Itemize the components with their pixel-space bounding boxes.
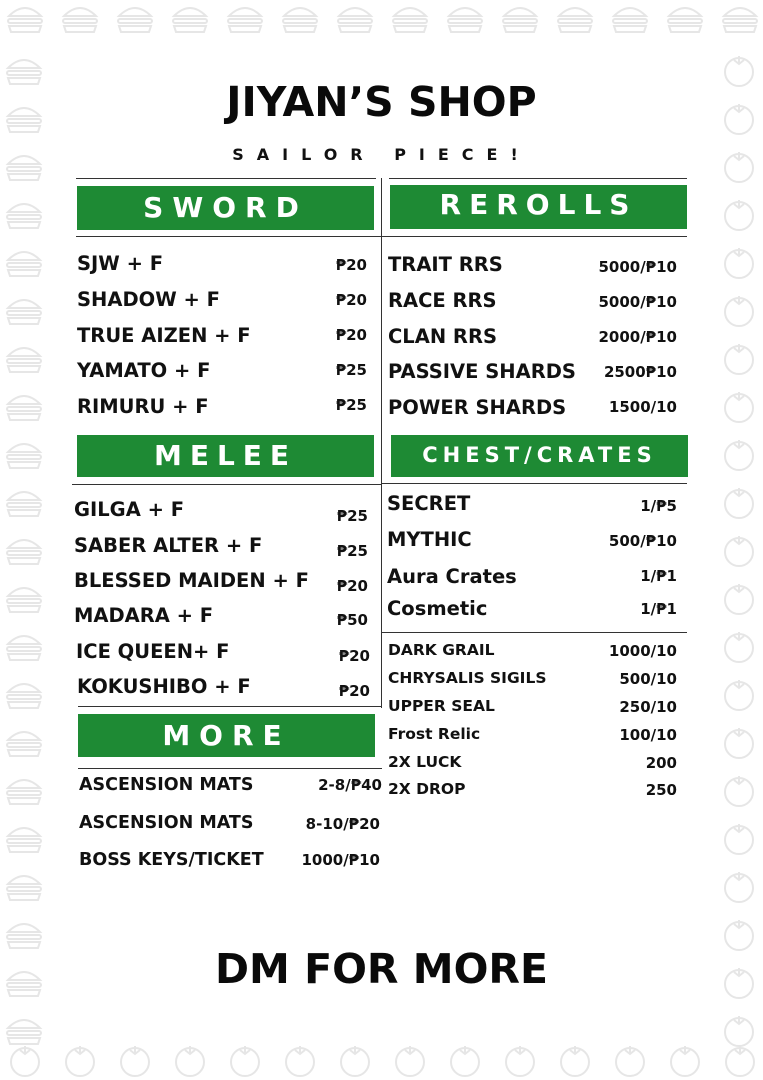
more-banner	[78, 714, 375, 757]
rerolls-item-price: 5000/₱10	[598, 293, 677, 311]
sword-item-name: RIMURU + F	[77, 395, 209, 418]
sword-banner-label: SWORD	[143, 191, 308, 224]
chest-item-price: 1/₱1	[640, 600, 677, 618]
chest-item-price: 500/₱10	[608, 532, 677, 550]
rerolls-divider	[382, 236, 687, 237]
sword-item-name: YAMATO + F	[77, 359, 211, 382]
chest-divider	[382, 483, 687, 484]
rerolls-item-price: 2500₱10	[603, 363, 677, 381]
center-divider	[381, 178, 382, 708]
sword-item-name: SJW + F	[77, 252, 164, 275]
material-item-price: 250	[645, 781, 677, 799]
material-item-price: 100/10	[619, 726, 677, 744]
rerolls-item-price: 1500/10	[608, 398, 677, 416]
sword-item-price: ₱25	[335, 361, 367, 379]
melee-item-price: ₱25	[336, 542, 368, 560]
sword-item-price: ₱20	[335, 291, 367, 309]
material-item-name: DARK GRAIL	[388, 641, 495, 659]
melee-item-name: MADARA + F	[74, 604, 214, 627]
material-item-name: Frost Relic	[388, 725, 481, 743]
melee-item-price: ₱20	[336, 577, 368, 595]
melee-item-name: ICE QUEEN+ F	[76, 640, 230, 663]
more-divider	[78, 768, 382, 769]
chest-item-name: Aura Crates	[387, 565, 517, 588]
sword-item-name: SHADOW + F	[77, 288, 220, 311]
melee-item-name: BLESSED MAIDEN + F	[74, 569, 309, 592]
shop-title: JIYAN’S SHOP	[226, 78, 537, 126]
material-item-name: 2X DROP	[388, 780, 466, 798]
top-divider-left	[76, 178, 376, 179]
shop-subtitle: SAILOR PIECE!	[232, 145, 531, 164]
rerolls-item-name: CLAN RRS	[388, 325, 498, 348]
rerolls-item-price: 2000/₱10	[598, 328, 677, 346]
melee-divider	[72, 484, 381, 485]
sword-item-price: ₱25	[335, 396, 367, 414]
chest-item-price: 1/₱5	[640, 497, 677, 515]
sword-item-name: TRUE AIZEN + F	[77, 324, 251, 347]
rerolls-item-name: PASSIVE SHARDS	[388, 360, 576, 383]
rerolls-item-name: RACE RRS	[388, 289, 497, 312]
top-divider-right	[389, 178, 687, 179]
more-item-name: ASCENSION MATS	[79, 813, 254, 833]
rerolls-banner-label: REROLLS	[439, 188, 638, 221]
footer-cta: DM FOR MORE	[214, 945, 549, 993]
material-item-price: 250/10	[619, 698, 677, 716]
sword-item-price: ₱20	[335, 256, 367, 274]
material-item-name: 2X LUCK	[388, 753, 462, 771]
melee-item-price: ₱25	[336, 507, 368, 525]
melee-item-name: KOKUSHIBO + F	[77, 675, 251, 698]
material-item-price: 1000/10	[608, 642, 677, 660]
rerolls-item-name: TRAIT RRS	[388, 253, 503, 276]
material-item-price: 200	[645, 754, 677, 772]
sword-divider	[76, 236, 381, 237]
melee-banner	[77, 435, 374, 477]
chest-banner	[391, 435, 688, 477]
sword-item-price: ₱20	[335, 326, 367, 344]
more-item-price: 2-8/₱40	[318, 776, 382, 794]
more-top-divider	[78, 706, 382, 707]
melee-banner-label: MELEE	[153, 439, 298, 472]
chest-item-name: SECRET	[387, 492, 471, 515]
chest-item-name: Cosmetic	[387, 597, 488, 620]
material-item-name: CHRYSALIS SIGILS	[388, 669, 547, 687]
melee-item-price: ₱50	[336, 611, 368, 629]
chest-banner-label: CHEST/CRATES	[422, 443, 657, 467]
melee-item-name: SABER ALTER + F	[74, 534, 263, 557]
materials-divider	[382, 632, 687, 633]
chest-item-price: 1/₱1	[640, 567, 677, 585]
more-banner-label: MORE	[162, 719, 291, 752]
sword-banner	[77, 186, 374, 230]
more-item-price: 8-10/₱20	[305, 815, 380, 833]
chest-item-name: MYTHIC	[387, 528, 472, 551]
material-item-price: 500/10	[619, 670, 677, 688]
rerolls-banner	[390, 185, 687, 229]
more-item-name: ASCENSION MATS	[79, 775, 254, 795]
rerolls-item-price: 5000/₱10	[598, 258, 677, 276]
melee-item-price: ₱20	[338, 682, 370, 700]
rerolls-item-name: POWER SHARDS	[388, 396, 567, 419]
melee-item-name: GILGA + F	[74, 498, 185, 521]
melee-item-price: ₱20	[338, 647, 370, 665]
more-item-name: BOSS KEYS/TICKET	[79, 850, 264, 870]
material-item-name: UPPER SEAL	[388, 697, 495, 715]
more-item-price: 1000/₱10	[301, 851, 380, 869]
